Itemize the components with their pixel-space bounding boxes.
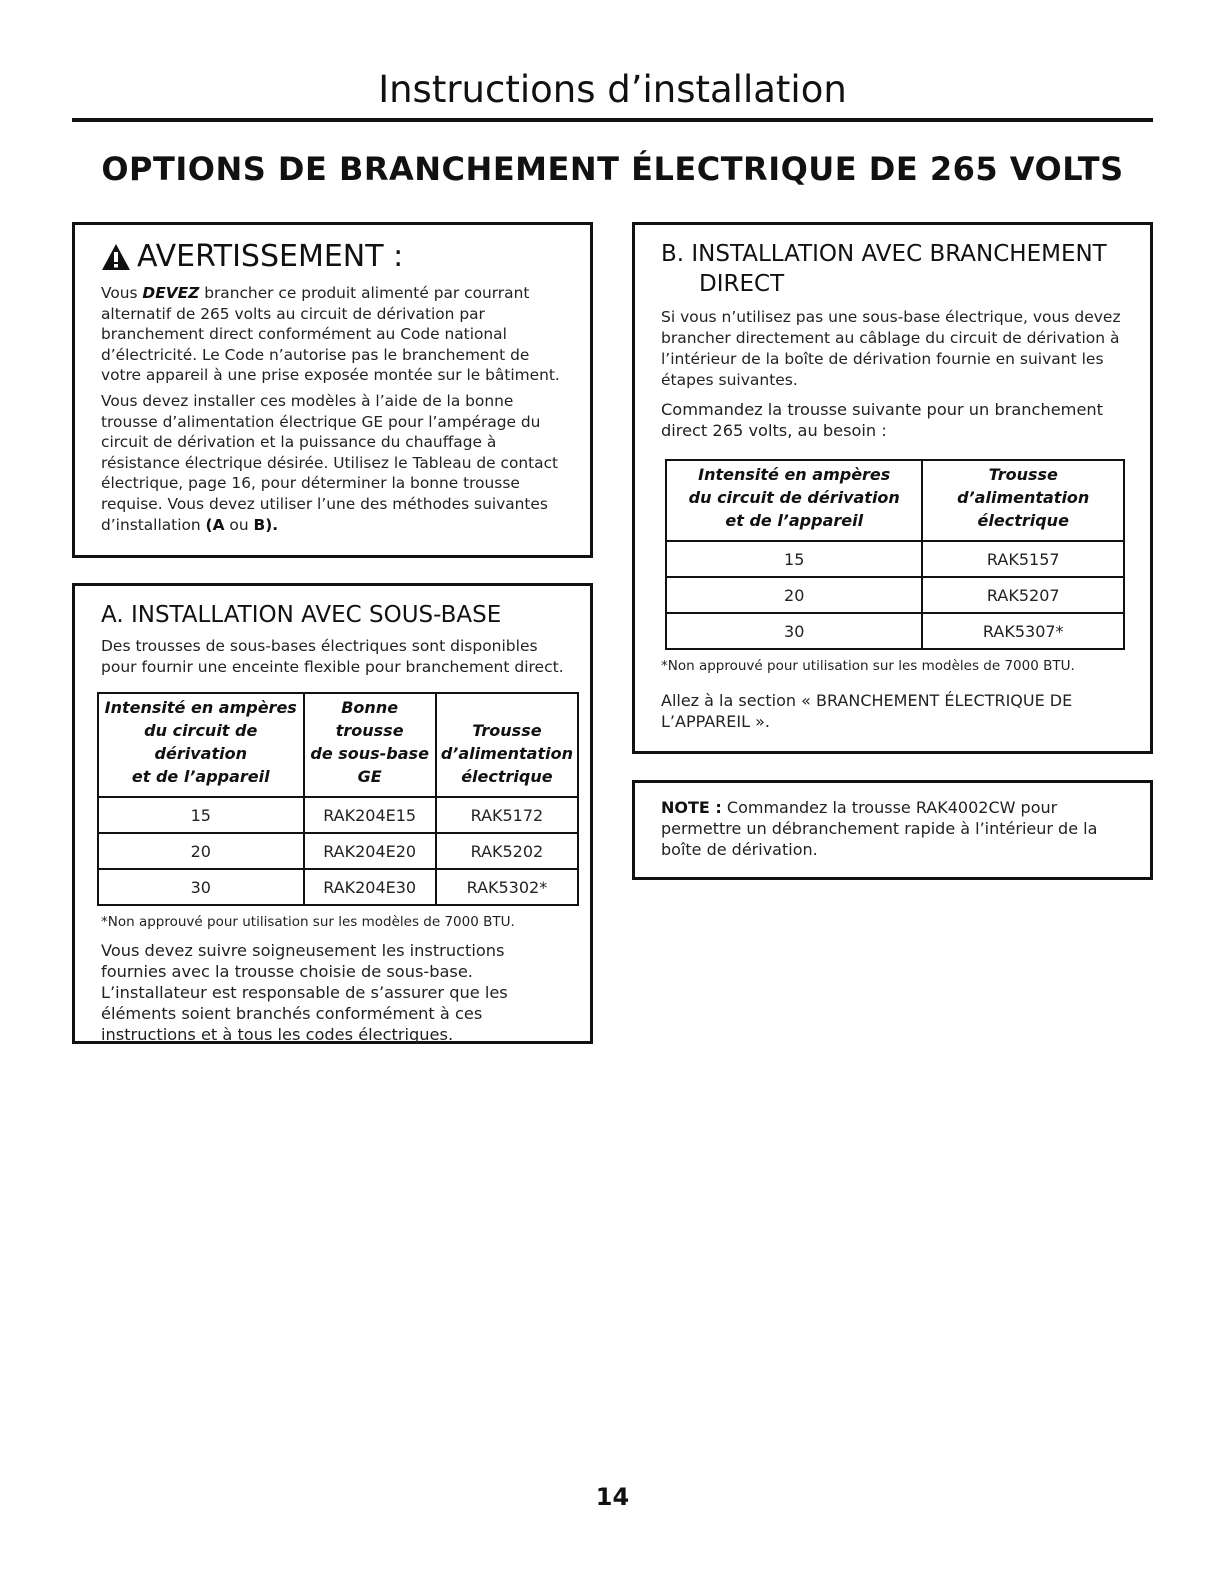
section-a-intro: Des trousses de sous-bases électriques sont disponibles pour fournir une enceinte flexible pour branchement direct. (101, 637, 564, 676)
table-header-row (98, 693, 578, 797)
warning-heading (101, 237, 572, 277)
table-row (98, 797, 578, 833)
column-header-power-kit: Trousse d’alimentation électrique (922, 460, 1124, 541)
column-header-amperage: Intensité en ampères du circuit de dérivation et de l’appareil (688, 465, 900, 530)
column-header-amperage: Intensité en ampères du circuit de dérivation et de l’appareil (104, 698, 297, 786)
table-cell: 15 (666, 541, 922, 577)
method-b-ref: B (253, 515, 266, 534)
method-a-ref: A (212, 515, 225, 534)
table-row (666, 613, 1124, 649)
table-row (666, 577, 1124, 613)
column-header-subbase-kit: Bonne trousse de sous-base GE (304, 693, 436, 797)
warning-triangle-icon (101, 243, 131, 271)
emphasis-devez: DEVEZ (142, 284, 200, 302)
note-text: NOTE : Commandez la trousse RAK4002CW pour permettre un débranchement rapide à l’intérieur de la boîte de dérivation. (661, 798, 1098, 859)
table-row (666, 541, 1124, 577)
warning-box (72, 222, 593, 558)
table-cell: 20 (666, 577, 922, 613)
table-row (98, 833, 578, 869)
section-a-title: A. INSTALLATION AVEC SOUS-BASE (101, 602, 502, 628)
table-cell: RAK5172 (436, 797, 578, 833)
warning-paragraph-1: Vous DEVEZ brancher ce produit alimenté par courrant alternatif de 265 volts au circuit de dérivation par branchement direct conformément au Code national d’électricité. Le Code n’autorise pas le branchement de votre appareil à une prise exposée montée sur le bâtiment. (101, 284, 560, 385)
column-header-power-kit: Trousse d’alimentation électrique (436, 693, 578, 797)
note-label: NOTE : (661, 798, 722, 817)
page-number: 14 (595, 1483, 630, 1511)
table-cell: 20 (98, 833, 304, 869)
table-cell: RAK5157 (922, 541, 1124, 577)
table-cell: RAK5207 (922, 577, 1124, 613)
direct-kit-table (665, 459, 1125, 650)
table-cell: RAK204E20 (304, 833, 436, 869)
section-a-outro: Vous devez suivre soigneusement les instructions fournies avec la trousse choisie de sous-base. L’installateur est responsable de s’assurer que les éléments soient branchés conformément à ces instructions et à tous les codes électriques. (101, 941, 508, 1044)
section-b-title: B. INSTALLATION AVEC BRANCHEMENT DIRECT (661, 241, 1107, 297)
page-title: Instructions d’installation (378, 68, 847, 111)
table-cell: RAK5307* (922, 613, 1124, 649)
table-cell: RAK204E15 (304, 797, 436, 833)
table-cell: RAK204E30 (304, 869, 436, 905)
section-b-box (632, 222, 1153, 754)
table-row (98, 869, 578, 905)
section-title: OPTIONS DE BRANCHEMENT ÉLECTRIQUE DE 265 VOLTS (101, 150, 1124, 188)
section-b-footnote: *Non approuvé pour utilisation sur les modèles de 7000 BTU. (661, 658, 1075, 674)
section-a-box (72, 583, 593, 1044)
section-b-paragraph-1: Si vous n’utilisez pas une sous-base électrique, vous devez brancher directement au câblage du circuit de dérivation à l’intérieur de la boîte de dérivation fournie en suivant les étapes suivantes. (661, 308, 1121, 389)
table-cell: RAK5202 (436, 833, 578, 869)
warning-title: AVERTISSEMENT : (137, 239, 404, 274)
note-box (632, 780, 1153, 880)
section-b-outro: Allez à la section « BRANCHEMENT ÉLECTRIQUE DE L’APPAREIL ». (661, 691, 1073, 731)
table-cell: 30 (666, 613, 922, 649)
section-a-footnote: *Non approuvé pour utilisation sur les modèles de 7000 BTU. (101, 914, 515, 930)
warning-paragraph-2: Vous devez installer ces modèles à l’aide de la bonne trousse d’alimentation électrique GE pour l’ampérage du circuit de dérivation et la puissance du chauffage à résistance électrique désirée. Utilisez le Tableau de contact électrique, page 16, pour déterminer la bonne trousse requise. Vous devez utiliser l’une des méthodes suivantes d’installation (A ou B). (101, 391, 559, 534)
table-cell: 30 (98, 869, 304, 905)
table-cell: 15 (98, 797, 304, 833)
table-header-row (666, 460, 1124, 541)
subbase-kit-table (97, 692, 579, 906)
page-header (72, 64, 1153, 122)
section-b-paragraph-2: Commandez la trousse suivante pour un branchement direct 265 volts, au besoin : (661, 400, 1104, 440)
table-cell: RAK5302* (436, 869, 578, 905)
